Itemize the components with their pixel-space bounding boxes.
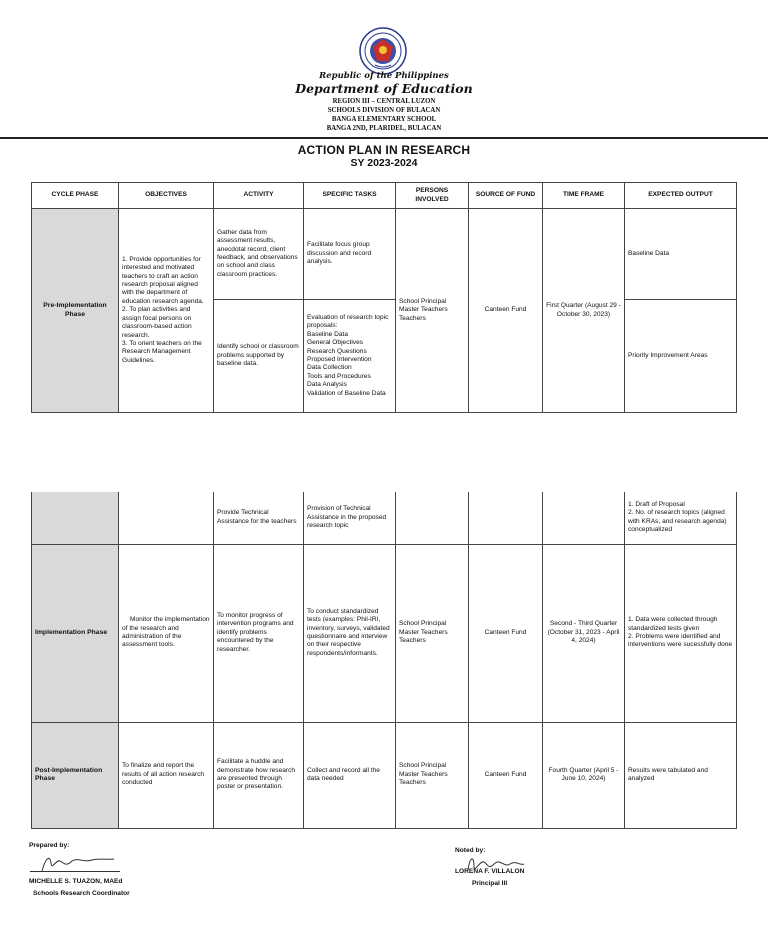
phase-continued bbox=[32, 492, 119, 544]
persons-pre: School Principal Master Teachers Teachers bbox=[396, 209, 469, 413]
header-expected-output: EXPECTED OUTPUT bbox=[625, 183, 737, 209]
noted-by-label: Noted by: bbox=[455, 847, 486, 854]
page-title: ACTION PLAN IN RESEARCH bbox=[297, 143, 471, 157]
header-divider bbox=[0, 137, 768, 139]
task-item: Validation of Baseline Data bbox=[307, 389, 386, 397]
header-persons-involved: PERSONS INVOLVED bbox=[396, 183, 469, 209]
output-pre-2: Priority Improvement Areas bbox=[625, 300, 737, 413]
output-continued bbox=[625, 492, 737, 544]
prepared-by-role: Schools Research Coordinator bbox=[33, 890, 130, 897]
school-line: BANGA ELEMENTARY SCHOOL bbox=[331, 116, 437, 123]
task-item: Proposed Intervention bbox=[307, 356, 372, 363]
noted-by-role: Principal III bbox=[472, 880, 508, 887]
output-item: 1. Data were collected through standardized tests given bbox=[628, 616, 718, 632]
tasks-pre-2 bbox=[304, 300, 396, 413]
persons-implementation: School Principal Master Teachers Teachers bbox=[396, 544, 469, 722]
persons-continued bbox=[396, 492, 469, 544]
tasks-post: Collect and record all the data needed bbox=[304, 722, 396, 828]
department-name: Department of Education bbox=[295, 81, 473, 96]
header-time-frame: TIME FRAME bbox=[543, 183, 625, 209]
task-item: Data Analysis bbox=[307, 381, 347, 389]
deped-seal-icon bbox=[359, 27, 407, 75]
header-objectives: OBJECTIVES bbox=[119, 183, 214, 209]
time-frame-post: Fourth Quarter (April 5 - June 10, 2024) bbox=[543, 722, 625, 828]
task-item: Tools and Procedures bbox=[307, 372, 371, 380]
task-item: Research Questions bbox=[307, 347, 367, 355]
phase-pre-implementation: Pre-Implementation Phase bbox=[32, 209, 119, 413]
action-plan-table-part1 bbox=[31, 182, 737, 413]
output-item: 1. Draft of Proposal bbox=[628, 500, 685, 508]
time-frame-implementation: Second - Third Quarter (October 31, 2023 - April 4, 2024) bbox=[543, 544, 625, 722]
output-item: 2. Problems were identified and interventions were sucessfully done bbox=[628, 633, 733, 649]
objectives-post: To finalize and report the results of all action research conducted bbox=[119, 722, 214, 828]
persons-post: School Principal Master Teachers Teachers bbox=[396, 722, 469, 828]
output-implementation bbox=[625, 544, 737, 722]
time-continued bbox=[543, 492, 625, 544]
signature-line-prepared bbox=[30, 871, 120, 872]
tasks-continued: Provision of Technical Assistance in the proposed research topic bbox=[304, 492, 396, 544]
header-specific-tasks: SPECIFIC TASKS bbox=[304, 183, 396, 209]
phase-post-implementation: Post-Implementation Phase bbox=[32, 722, 119, 828]
fund-pre: Canteen Fund bbox=[469, 209, 543, 413]
division-line: SCHOOLS DIVISION OF BULACAN bbox=[327, 107, 441, 114]
objectives-pre: 1. Provide opportunities for interested and motivated teachers to craft an action research proposal aligned with the department of education research agenda. 2. To plan activities and assign focal persons on classroom-based action research. 3. To orient teachers on the Research Management Guidelines. bbox=[119, 209, 214, 413]
tasks-implementation: To conduct standardized tests (examples: Phil-IRI, inventory, surveys, validated questionnaire and interview on their respective respondents/informants. bbox=[304, 544, 396, 722]
output-post: Results were tabulated and analyzed bbox=[625, 722, 737, 828]
republic-line: Republic of the Philippines bbox=[319, 71, 449, 81]
fund-post: Canteen Fund bbox=[469, 722, 543, 828]
time-frame-pre: First Quarter (August 29 - October 30, 2023) bbox=[543, 209, 625, 413]
phase-implementation: Implementation Phase bbox=[32, 544, 119, 722]
header-activity: ACTIVITY bbox=[214, 183, 304, 209]
tasks-pre-1: Facilitate focus group discussion and record analysis. bbox=[304, 209, 396, 300]
activity-pre-1: Gather data from assessment results, anecdotal record, client feedback, and observations on school and class classroom practices. bbox=[214, 209, 304, 300]
task-item: Data Collection bbox=[307, 364, 352, 372]
objectives-continued bbox=[119, 492, 214, 544]
address-line: BANGA 2ND, PLARIDEL, BULACAN bbox=[326, 125, 442, 132]
activity-continued: Provide Technical Assistance for the teachers bbox=[214, 492, 304, 544]
task-item: Evaluation of research topic proposals: bbox=[307, 313, 389, 330]
activity-implementation: To monitor progress of intervention programs and identify problems encountered by the researcher. bbox=[214, 544, 304, 722]
task-item: General Objectives bbox=[307, 339, 364, 347]
objectives-implementation: Monitor the implementation of the research and administration of the assessment tools. bbox=[119, 544, 214, 722]
header-cycle-phase: CYCLE PHASE bbox=[32, 183, 119, 209]
action-plan-table-part2 bbox=[31, 492, 737, 829]
signature-tuazon-icon bbox=[36, 851, 118, 877]
region-line: REGION III – CENTRAL LUZON bbox=[332, 98, 436, 105]
output-pre-1: Baseline Data bbox=[625, 209, 737, 300]
noted-by-name: LORENA F. VILLALON bbox=[455, 868, 525, 875]
header-source-of-fund: SOURCE OF FUND bbox=[469, 183, 543, 209]
output-item: 2. No. of research topics (aligned with KRAs, and research agenda) conceptualized bbox=[628, 509, 727, 534]
prepared-by-label: Prepared by: bbox=[29, 842, 70, 849]
school-year: SY 2023-2024 bbox=[350, 157, 418, 169]
activity-pre-2: Identify school or classroom problems supported by baseline data. bbox=[214, 300, 304, 413]
fund-implementation: Canteen Fund bbox=[469, 544, 543, 722]
fund-continued bbox=[469, 492, 543, 544]
task-item: Baseline Data bbox=[307, 330, 349, 338]
prepared-by-name: MICHELLE S. TUAZON, MAEd bbox=[29, 878, 123, 885]
activity-post: Facilitate a huddle and demonstrate how research are presented through poster or presentation. bbox=[214, 722, 304, 828]
